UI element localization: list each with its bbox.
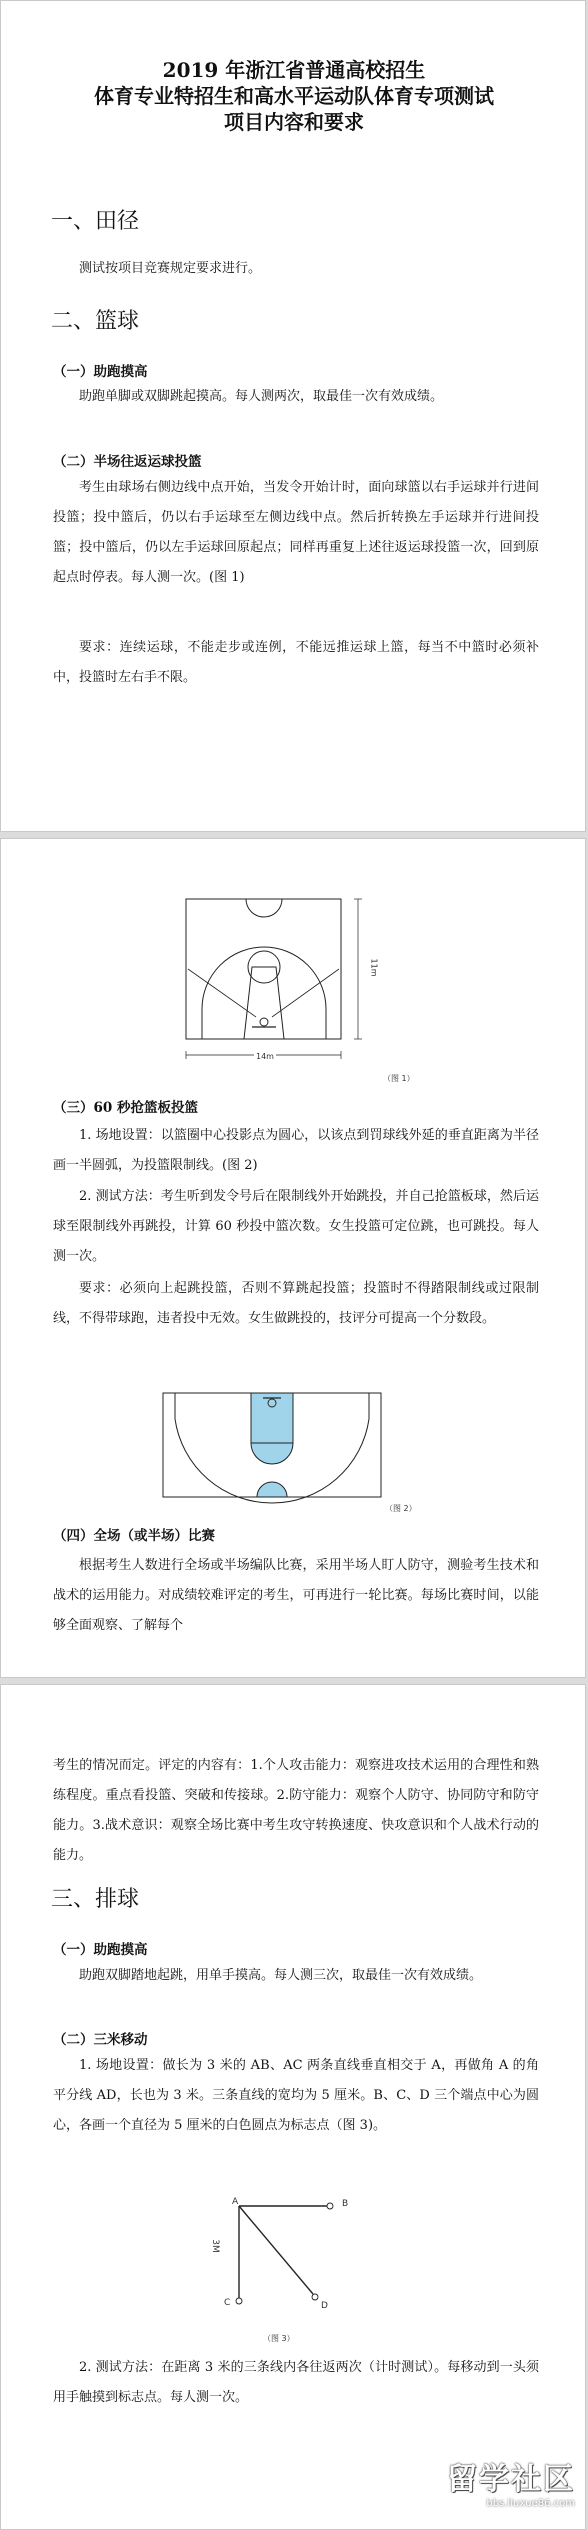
section-heading-track: 一、田径 (51, 209, 140, 234)
section-heading-basketball: 二、篮球 (51, 309, 140, 334)
game-evaluation-text: 考生的情况而定。评定的内容有：1.个人攻击能力：观察进攻技术运用的合理性和熟练程度。重点看投篮、突破和传接球。2.防守能力：观察个人防守、协同防守和防守能力。3.战术意识：观察全场比赛中考生攻守转换速度、快攻意识和个人战术行动的能力。 (53, 1758, 539, 1863)
doc-title-line-3: 项目内容和要求 (224, 110, 364, 134)
rebound-shoot-requirements: 要求：必须向上起跳投篮，否则不算跳起投篮；投篮时不得踏限制线或过限制线，不得带球跑，违者投中无效。女生做跳投的，技评分可提高一个分数段。 (53, 1281, 539, 1326)
figure-3-length-label: 3M (209, 2239, 220, 2253)
rebound-shoot-method-text: 2. 测试方法：考生听到发令号后在限制线外开始跳投，并自己抢篮板球，然后运球至限制线外再跳投，计算 60 秒投中篮次数。女生投篮可定位跳，也可跳投。每人测一次。 (53, 1189, 539, 1264)
three-meter-setup-text: 1. 场地设置：做长为 3 米的 AB、AC 两条直线垂直相交于 A，再做角 A 的角平分线 AD，长也为 3 米。三条直线的宽均为 5 厘米。B、C、D 三个端点中心为圆心，各画一个直径为 5 厘米的白色圆点为标志点（图 3)。 (53, 2058, 539, 2133)
full-court-game-text: 根据考生人数进行全场或半场编队比赛，采用半场人盯人防守，测验考生技术和战术的运用能力。对成绩较难评定的考生，可再进行一轮比赛。每场比赛时间，以能够全面观察、了解每个 (53, 1558, 539, 1633)
site-watermark (447, 2454, 575, 2509)
figure-2-caption: （图 2） (385, 1504, 417, 1513)
figure-1-width-label: 14m (256, 1052, 274, 1061)
rebound-shoot-setup-text: 1. 场地设置：以篮圈中心投影点为圆心，以该点到罚球线外延的垂直距离为半径画一半圆弧，为投篮限制线。(图 2) (53, 1128, 539, 1173)
subheading-volleyball-touch: （一）助跑摸高 (53, 1942, 148, 1958)
section-track-text: 测试按项目竞赛规定要求进行。 (79, 261, 262, 276)
figure-3-caption: （图 3） (263, 2334, 295, 2343)
figure-3-label-c: C (224, 2298, 231, 2308)
figure-1-caption: （图 1） (383, 1074, 415, 1083)
document-page-1 (0, 0, 586, 832)
figure-2-court-diagram (153, 1389, 403, 1504)
figure-3-label-d: D (321, 2301, 328, 2311)
figure-1-height-label: 11m (369, 958, 379, 977)
subheading-run-up-touch: （一）助跑摸高 (53, 364, 148, 380)
run-up-touch-text: 助跑单脚或双脚跳起摸高。每人测两次，取最佳一次有效成绩。 (79, 389, 444, 404)
three-meter-method-text: 2. 测试方法：在距离 3 米的三条线内各往返两次（计时测试）。每移动到一头须用手触摸到标志点。每人测一次。 (53, 2360, 539, 2405)
document-page-3 (0, 1684, 586, 2530)
doc-title-line-1: 2019 年浙江省普通高校招生 (162, 58, 426, 82)
subheading-shuttle-dribble: （二）半场往返运球投篮 (53, 454, 202, 470)
shuttle-dribble-text: 考生由球场右侧边线中点开始，当发令开始计时，面向球篮以右手运球并行进间投篮；投中篮后，仍以右手运球至左侧边线中点。然后折转换左手运球并行进间投篮；投中篮后，仍以左手运球回原起点；同样再重复上述往返运球投篮一次，回到原起点时停表。每人测一次。(图 1) (53, 480, 539, 585)
document-page-2 (0, 838, 586, 1678)
subheading-three-meter-move: （二）三米移动 (53, 2032, 148, 2048)
subheading-full-court-game: （四）全场（或半场）比赛 (53, 1528, 215, 1544)
figure-3-label-a: A (232, 2197, 239, 2207)
section-heading-volleyball: 三、排球 (51, 1887, 140, 1912)
figure-1-half-court (176, 889, 396, 1089)
volleyball-touch-text: 助跑双脚踏地起跳，用单手摸高。每人测三次，取最佳一次有效成绩。 (79, 1968, 483, 1983)
subheading-60s-rebound-shoot: （三）60 秒抢篮板投篮 (53, 1100, 198, 1116)
watermark-url: bbs.liuxue86.com (486, 2498, 575, 2509)
figure-3-label-b: B (342, 2199, 349, 2209)
watermark-logo-text: 留学社区 (447, 2462, 575, 2497)
figure-3-three-meter-diagram (199, 2198, 349, 2318)
doc-title-line-2: 体育专业特招生和高水平运动队体育专项测试 (94, 84, 494, 108)
shuttle-dribble-requirements: 要求：连续运球，不能走步或连例，不能远推运球上篮，每当不中篮时必须补中，投篮时左右手不限。 (53, 640, 539, 685)
